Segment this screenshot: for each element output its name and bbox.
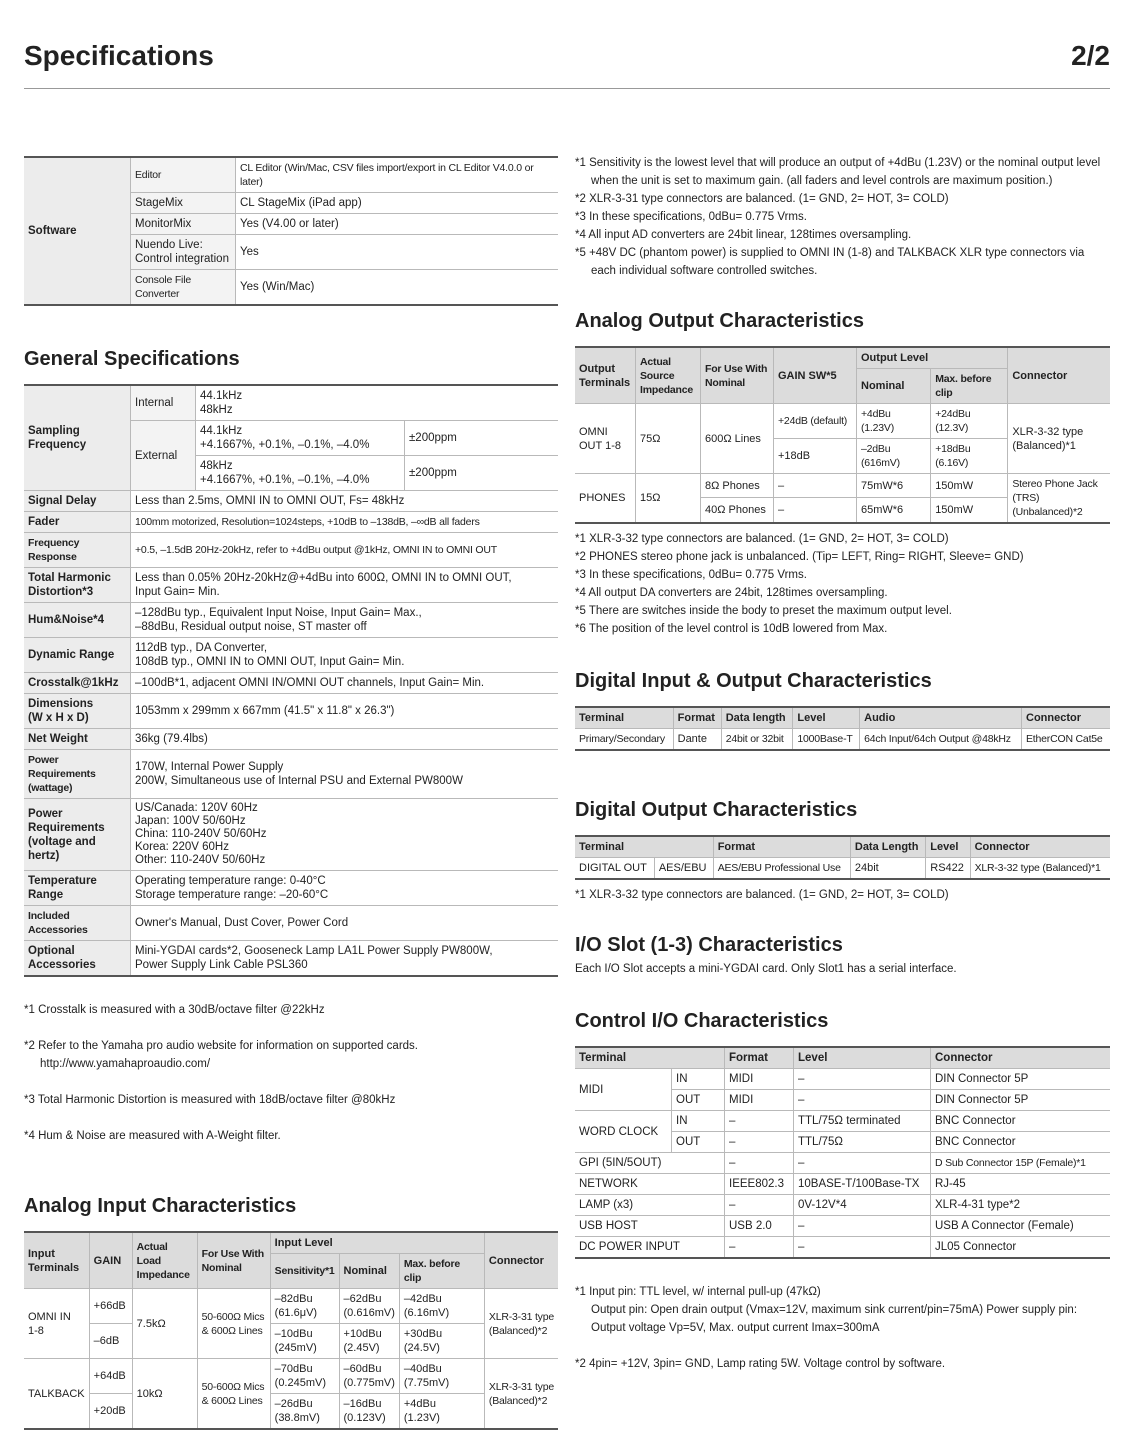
dout-header: Level — [926, 836, 970, 858]
omni-out-gain-1: +24dB (default) — [774, 404, 857, 439]
general-specs-table — [24, 384, 558, 977]
cio-cell: – — [794, 1153, 931, 1174]
talkback-max-lo: +4dBu (1.23V) — [399, 1394, 484, 1430]
input-level-header: Input Level — [270, 1232, 484, 1254]
general-specs-title: General Specifications — [24, 348, 240, 370]
cio-cell: IN — [672, 1111, 725, 1132]
digital-output-notes — [575, 886, 1110, 904]
dio-header: Audio — [860, 707, 1022, 729]
phones-gain-2: – — [774, 498, 857, 523]
cio-cell: USB A Connector (Female) — [931, 1216, 1111, 1237]
control-io-title: Control I/O Characteristics — [575, 1010, 829, 1032]
dio-header: Format — [673, 707, 721, 729]
cio-cell: – — [725, 1132, 794, 1153]
talkback-nom-lo: –16dBu (0.123V) — [339, 1394, 399, 1430]
cio-cell: XLR-4-31 type*2 — [931, 1195, 1111, 1216]
cio-cell: MIDI — [725, 1090, 794, 1111]
external-44-ppm: ±200ppm — [405, 421, 559, 456]
talkback-sens-lo: –26dBu (38.8mV) — [270, 1394, 339, 1430]
dout-header: Format — [713, 836, 850, 858]
dio-header: Data length — [721, 707, 793, 729]
page-number: 2/2 — [1071, 40, 1110, 71]
cio-cell: OUT — [672, 1090, 725, 1111]
note: *2 4pin= +12V, 3pin= GND, Lamp rating 5W. Voltage control by software. — [575, 1358, 946, 1370]
cio-cell: – — [725, 1111, 794, 1132]
dout-header: Connector — [970, 836, 1110, 858]
analog-input-table — [24, 1231, 558, 1430]
omni-out-nom-2: –2dBu (616mV) — [857, 439, 931, 474]
software-converter-value: Yes (Win/Mac) — [236, 270, 559, 306]
dio-cell: 64ch Input/64ch Output @48kHz — [860, 729, 1022, 751]
external-48-value: 48kHz +4.1667%, +0.1%, –0.1%, –4.0% — [196, 456, 405, 491]
cio-cell: BNC Connector — [931, 1111, 1111, 1132]
analog-output-table — [575, 346, 1110, 524]
spec-label: Optional Accessories — [24, 941, 131, 977]
cio-header: Format — [725, 1047, 794, 1069]
dout-header: Data Length — [850, 836, 925, 858]
cio-header: Level — [794, 1047, 931, 1069]
output-gain-header: GAIN SW*5 — [774, 347, 857, 404]
cio-cell: USB HOST — [575, 1216, 725, 1237]
software-editor-name: Editor — [131, 157, 236, 193]
phones-max-2: 150mW — [931, 498, 1008, 523]
omni-out-connector: XLR-3-32 type (Balanced)*1 — [1008, 404, 1110, 474]
cio-cell: – — [794, 1237, 931, 1259]
input-notes — [575, 154, 1110, 280]
digital-output-table — [575, 835, 1110, 880]
cio-cell: – — [725, 1195, 794, 1216]
cio-cell: USB 2.0 — [725, 1216, 794, 1237]
cio-cell: LAMP (x3) — [575, 1195, 725, 1216]
software-nuendo-value: Yes — [236, 235, 559, 270]
spec-label: Signal Delay — [24, 491, 131, 512]
page-title: Specifications — [24, 40, 214, 71]
note: *2 XLR-3-31 type connectors are balanced. (1= GND, 2= HOT, 3= COLD) — [575, 193, 949, 205]
software-stagemix-value: CL StageMix (iPad app) — [236, 193, 559, 214]
cio-cell: 0V-12V*4 — [794, 1195, 931, 1216]
talkback-nom-hi: –60dBu (0.775mV) — [339, 1359, 399, 1394]
spec-label: Crosstalk@1kHz — [24, 673, 131, 694]
note: *3 Total Harmonic Distortion is measured with 18dB/octave filter @80kHz — [24, 1094, 396, 1106]
software-editor-value: CL Editor (Win/Mac, CSV files import/export in CL Editor V4.0.0 or later) — [236, 157, 559, 193]
talkback-sens-hi: –70dBu (0.245mV) — [270, 1359, 339, 1394]
cio-cell: OUT — [672, 1132, 725, 1153]
note: *3 In these specifications, 0dBu= 0.775 Vrms. — [575, 569, 807, 581]
cio-cell: DIN Connector 5P — [931, 1090, 1111, 1111]
note: *1 XLR-3-32 type connectors are balanced. (1= GND, 2= HOT, 3= COLD) — [575, 533, 949, 545]
cio-midi-label: MIDI — [575, 1069, 672, 1111]
external-48-ppm: ±200ppm — [405, 456, 559, 491]
dio-header: Level — [793, 707, 860, 729]
talkback-terminal: TALKBACK — [24, 1359, 89, 1430]
analog-output-title: Analog Output Characteristics — [575, 310, 864, 332]
input-use-header: For Use With Nominal — [197, 1232, 270, 1289]
spec-value: 1053mm x 299mm x 667mm (41.5" x 11.8" x 26.3") — [131, 694, 559, 729]
cio-header: Connector — [931, 1047, 1111, 1069]
dout-header: Terminal — [575, 836, 713, 858]
spec-value: 112dB typ., DA Converter, 108dB typ., OMNI IN to OMNI OUT, Input Gain= Min. — [131, 638, 559, 673]
cio-cell: TTL/75Ω — [794, 1132, 931, 1153]
output-notes — [575, 530, 1110, 638]
phones-use-1: 8Ω Phones — [701, 474, 774, 498]
talkback-gain-lo: +20dB — [89, 1394, 132, 1430]
software-monitormix-value: Yes (V4.00 or later) — [236, 214, 559, 235]
general-notes — [24, 983, 558, 1163]
input-max-header: Max. before clip — [399, 1254, 484, 1289]
spec-value: +0.5, –1.5dB 20Hz-20kHz, refer to +4dBu output @1kHz, OMNI IN to OMNI OUT — [131, 533, 559, 568]
cio-header: Terminal — [575, 1047, 725, 1069]
omni-out-max-1: +24dBu (12.3V) — [931, 404, 1008, 439]
dout-cell: AES/EBU Professional Use — [713, 858, 850, 880]
note: *5 +48V DC (phantom power) is supplied to OMNI IN (1-8) and TALKBACK XLR type connectors via each individual software controlled switches. — [575, 247, 1085, 277]
talkback-impedance: 10kΩ — [132, 1359, 197, 1430]
output-max-header: Max. before clip — [931, 369, 1008, 404]
note: *1 Input pin: TTL level, w/ internal pull-up (47kΩ) Output pin: Open drain output (Vmax=12V, maximum sink current/pin=75mA) Power supply pin: Output voltage Vp=5V, Max. output current Imax=300mA — [575, 1286, 1078, 1334]
cio-cell: GPI (5IN/5OUT) — [575, 1153, 725, 1174]
cio-cell: D Sub Connector 15P (Female)*1 — [931, 1153, 1111, 1174]
cio-cell: IN — [672, 1069, 725, 1090]
note: *4 All input AD converters are 24bit linear, 128times oversampling. — [575, 229, 912, 241]
internal-label: Internal — [131, 385, 196, 421]
software-monitormix-name: MonitorMix — [131, 214, 236, 235]
cio-word-label: WORD CLOCK — [575, 1111, 672, 1153]
software-converter-name: Console File Converter — [131, 270, 236, 306]
cio-cell: – — [794, 1069, 931, 1090]
left-column — [24, 156, 558, 1430]
omni-in-max-hi: –42dBu (6.16mV) — [399, 1289, 484, 1324]
input-connector-header: Connector — [484, 1232, 558, 1289]
talkback-connector: XLR-3-31 type (Balanced)*2 — [484, 1359, 558, 1430]
control-io-table — [575, 1046, 1110, 1259]
dout-cell: XLR-3-32 type (Balanced)*1 — [970, 858, 1110, 880]
spec-value: –128dBu typ., Equivalent Input Noise, Input Gain= Max., –88dBu, Residual output noise, ST master off — [131, 603, 559, 638]
note: *2 Refer to the Yamaha pro audio website for information on supported cards. http://www.yamahaproaudio.com/ — [24, 1040, 418, 1070]
spec-label: Fader — [24, 512, 131, 533]
output-level-header: Output Level — [857, 347, 1008, 369]
phones-max-1: 150mW — [931, 474, 1008, 498]
input-nominal-header: Nominal — [339, 1254, 399, 1289]
phones-nom-1: 75mW*6 — [857, 474, 931, 498]
spec-label: Net Weight — [24, 729, 131, 750]
external-44-value: 44.1kHz +4.1667%, +0.1%, –0.1%, –4.0% — [196, 421, 405, 456]
omni-in-gain-hi: +66dB — [89, 1289, 132, 1324]
spec-label: Power Requirements (voltage and hertz) — [24, 799, 131, 871]
spec-value: Less than 0.05% 20Hz-20kHz@+4dBu into 600Ω, OMNI IN to OMNI OUT, Input Gain= Min. — [131, 568, 559, 603]
note: *6 The position of the level control is 10dB lowered from Max. — [575, 623, 888, 635]
cio-cell: – — [794, 1090, 931, 1111]
input-gain-header: GAIN — [89, 1232, 132, 1289]
cio-cell: DC POWER INPUT — [575, 1237, 725, 1259]
omni-in-gain-lo: –6dB — [89, 1324, 132, 1359]
page-header — [24, 38, 1110, 89]
phones-use-2: 40Ω Phones — [701, 498, 774, 523]
cio-cell: MIDI — [725, 1069, 794, 1090]
software-table — [24, 156, 558, 306]
dout-cell: AES/EBU — [654, 858, 713, 880]
software-stagemix-name: StageMix — [131, 193, 236, 214]
spec-value: Mini-YGDAI cards*2, Gooseneck Lamp LA1L Power Supply PW800W, Power Supply Link Cable PSL360 — [131, 941, 559, 977]
cio-cell: NETWORK — [575, 1174, 725, 1195]
spec-label: Frequency Response — [24, 533, 131, 568]
spec-value: Operating temperature range: 0-40°C Storage temperature range: –20-60°C — [131, 871, 559, 906]
omni-out-gain-2: +18dB — [774, 439, 857, 474]
omni-in-sens-lo: –10dBu (245mV) — [270, 1324, 339, 1359]
talkback-gain-hi: +64dB — [89, 1359, 132, 1394]
spec-value: Owner's Manual, Dust Cover, Power Cord — [131, 906, 559, 941]
dio-header: Connector — [1022, 707, 1111, 729]
cio-cell: RJ-45 — [931, 1174, 1111, 1195]
dio-cell: 24bit or 32bit — [721, 729, 793, 751]
output-connector-header: Connector — [1008, 347, 1110, 404]
omni-out-use: 600Ω Lines — [701, 404, 774, 474]
omni-in-sens-hi: –82dBu (61.6μV) — [270, 1289, 339, 1324]
right-column — [575, 154, 1110, 1391]
note: *4 Hum & Noise are measured with A-Weight filter. — [24, 1130, 281, 1142]
note: *4 All output DA converters are 24bit, 128times oversampling. — [575, 587, 888, 599]
internal-value: 44.1kHz 48kHz — [196, 385, 559, 421]
digital-io-table — [575, 706, 1110, 751]
output-impedance-header: Actual Source Impedance — [636, 347, 701, 404]
phones-nom-2: 65mW*6 — [857, 498, 931, 523]
spec-value: 170W, Internal Power Supply 200W, Simultaneous use of Internal PSU and External PW800W — [131, 750, 559, 799]
spec-label: Temperature Range — [24, 871, 131, 906]
cio-cell: JL05 Connector — [931, 1237, 1111, 1259]
note: *3 In these specifications, 0dBu= 0.775 Vrms. — [575, 211, 807, 223]
spec-value: –100dB*1, adjacent OMNI IN/OMNI OUT channels, Input Gain= Min. — [131, 673, 559, 694]
sampling-frequency-label: Sampling Frequency — [24, 385, 131, 491]
cio-cell: DIN Connector 5P — [931, 1069, 1111, 1090]
spec-label: Dynamic Range — [24, 638, 131, 673]
output-terminals-header: Output Terminals — [575, 347, 636, 404]
input-impedance-header: Actual Load Impedance — [132, 1232, 197, 1289]
spec-label: Dimensions (W x H x D) — [24, 694, 131, 729]
cio-cell: – — [725, 1153, 794, 1174]
omni-out-impedance: 75Ω — [636, 404, 701, 474]
omni-in-connector: XLR-3-31 type (Balanced)*2 — [484, 1289, 558, 1359]
digital-io-title: Digital Input & Output Characteristics — [575, 670, 932, 692]
spec-label: Total Harmonic Distortion*3 — [24, 568, 131, 603]
output-use-header: For Use With Nominal — [701, 347, 774, 404]
spec-value: Less than 2.5ms, OMNI IN to OMNI OUT, Fs= 48kHz — [131, 491, 559, 512]
omni-in-nom-hi: –62dBu (0.616mV) — [339, 1289, 399, 1324]
omni-in-impedance: 7.5kΩ — [132, 1289, 197, 1359]
output-nominal-header: Nominal — [857, 369, 931, 404]
software-label: Software — [24, 157, 131, 305]
spec-value: US/Canada: 120V 60Hz Japan: 100V 50/60Hz China: 110-240V 50/60Hz Korea: 220V 60Hz Other: 110-240V 50/60Hz — [131, 799, 559, 871]
omni-in-terminal: OMNI IN 1-8 — [24, 1289, 89, 1359]
spec-value: 100mm motorized, Resolution=1024steps, +10dB to –138dB, –∞dB all faders — [131, 512, 559, 533]
dio-header: Terminal — [575, 707, 673, 729]
omni-out-terminal: OMNI OUT 1-8 — [575, 404, 636, 474]
cio-cell: IEEE802.3 — [725, 1174, 794, 1195]
omni-in-use: 50-600Ω Mics & 600Ω Lines — [197, 1289, 270, 1359]
phones-terminal: PHONES — [575, 474, 636, 524]
input-sensitivity-header: Sensitivity*1 — [270, 1254, 339, 1289]
io-slot-text: Each I/O Slot accepts a mini-YGDAI card. Only Slot1 has a serial interface. — [575, 963, 957, 975]
dout-cell: RS422 — [926, 858, 970, 880]
omni-out-max-2: +18dBu (6.16V) — [931, 439, 1008, 474]
dio-cell: 1000Base-T — [793, 729, 860, 751]
cio-cell: BNC Connector — [931, 1132, 1111, 1153]
software-nuendo-name: Nuendo Live: Control integration — [131, 235, 236, 270]
talkback-max-hi: –40dBu (7.75mV) — [399, 1359, 484, 1394]
note: *5 There are switches inside the body to preset the maximum output level. — [575, 605, 952, 617]
talkback-use: 50-600Ω Mics & 600Ω Lines — [197, 1359, 270, 1430]
control-io-notes — [575, 1265, 1110, 1391]
note: *1 Crosstalk is measured with a 30dB/octave filter @22kHz — [24, 1004, 325, 1016]
omni-in-max-lo: +30dBu (24.5V) — [399, 1324, 484, 1359]
phones-connector: Stereo Phone Jack (TRS) (Unbalanced)*2 — [1008, 474, 1110, 524]
phones-gain-1: – — [774, 474, 857, 498]
dio-cell: Dante — [673, 729, 721, 751]
omni-in-nom-lo: +10dBu (2.45V) — [339, 1324, 399, 1359]
dio-cell: EtherCON Cat5e — [1022, 729, 1111, 751]
note: *1 XLR-3-32 type connectors are balanced. (1= GND, 2= HOT, 3= COLD) — [575, 889, 949, 901]
cio-cell: TTL/75Ω terminated — [794, 1111, 931, 1132]
cio-cell: – — [725, 1237, 794, 1259]
spec-label: Included Accessories — [24, 906, 131, 941]
external-label: External — [131, 421, 196, 491]
phones-impedance: 15Ω — [636, 474, 701, 524]
cio-cell: – — [794, 1216, 931, 1237]
analog-input-title: Analog Input Characteristics — [24, 1195, 297, 1217]
dout-cell: DIGITAL OUT — [575, 858, 654, 880]
omni-out-nom-1: +4dBu (1.23V) — [857, 404, 931, 439]
note: *1 Sensitivity is the lowest level that will produce an output of +4dBu (1.23V) or the nominal output level when the unit is set to maximum gain. (all faders and level controls are maximum position.) — [575, 157, 1101, 187]
dout-cell: 24bit — [850, 858, 925, 880]
spec-label: Power Requirements (wattage) — [24, 750, 131, 799]
io-slot-title: I/O Slot (1-3) Characteristics — [575, 934, 843, 956]
input-terminals-header: Input Terminals — [24, 1232, 89, 1289]
note: *2 PHONES stereo phone jack is unbalanced. (Tip= LEFT, Ring= RIGHT, Sleeve= GND) — [575, 551, 1024, 563]
cio-cell: 10BASE-T/100Base-TX — [794, 1174, 931, 1195]
digital-output-title: Digital Output Characteristics — [575, 799, 858, 821]
spec-label: Hum&Noise*4 — [24, 603, 131, 638]
spec-value: 36kg (79.4lbs) — [131, 729, 559, 750]
dio-cell: Primary/Secondary — [575, 729, 673, 751]
